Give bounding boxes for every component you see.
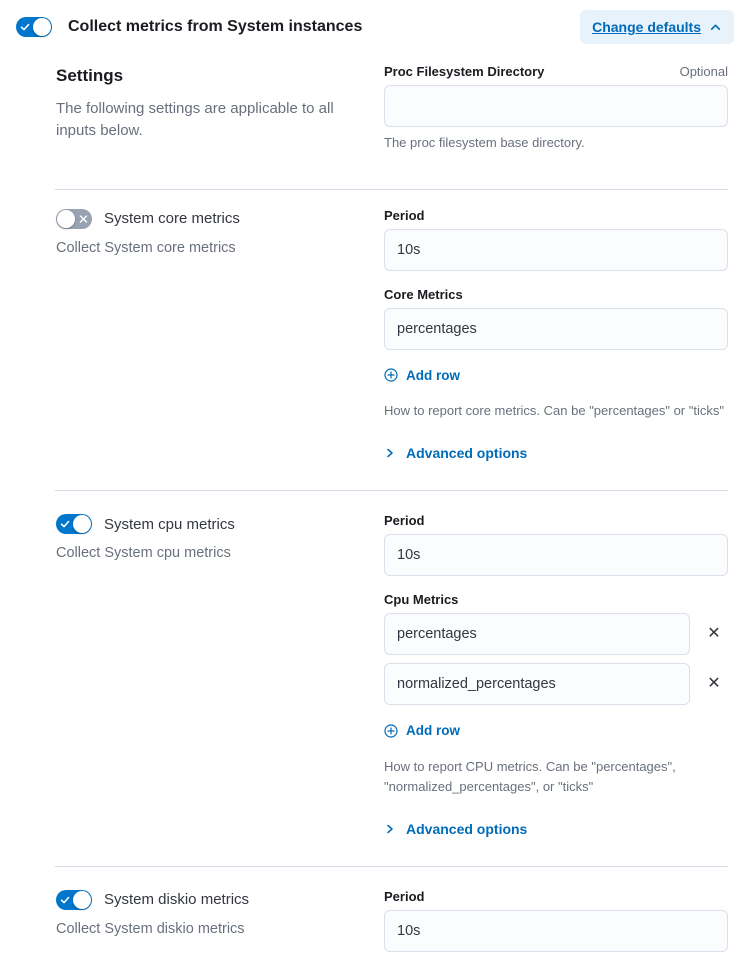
proc-filesystem-input[interactable] xyxy=(384,85,728,127)
diskio-metrics-toggle[interactable] xyxy=(56,890,92,910)
check-icon xyxy=(20,22,30,32)
page-title: Collect metrics from System instances xyxy=(68,18,363,35)
cpu-metrics-section xyxy=(0,513,749,840)
settings-heading: Settings xyxy=(56,66,124,85)
period-label: Period xyxy=(384,207,425,223)
optional-badge: Optional xyxy=(679,64,728,79)
section-divider xyxy=(55,490,728,491)
check-icon xyxy=(60,895,70,905)
period-label: Period xyxy=(384,513,425,529)
change-defaults-button[interactable] xyxy=(580,10,734,44)
diskio-period-input[interactable] xyxy=(384,910,728,952)
cpu-metrics-label: Cpu Metrics xyxy=(384,592,459,608)
add-row-label: Add row xyxy=(406,723,460,739)
header xyxy=(0,0,749,44)
advanced-options-button[interactable] xyxy=(384,821,527,837)
add-row-button[interactable] xyxy=(384,723,460,738)
chevron-right-icon xyxy=(384,447,396,459)
proc-filesystem-help: The proc filesystem base directory. xyxy=(384,135,585,150)
collect-metrics-toggle[interactable] xyxy=(16,17,52,37)
close-icon: ✕ xyxy=(707,675,721,693)
section-divider xyxy=(55,189,728,190)
diskio-metrics-title: System diskio metrics xyxy=(104,891,250,909)
plus-circle-icon xyxy=(384,724,398,738)
cpu-metrics-title: System cpu metrics xyxy=(104,515,235,533)
close-icon: ✕ xyxy=(707,625,721,643)
cpu-metrics-help: How to report CPU metrics. Can be "percentages", "normalized_percentages", or "ticks" xyxy=(384,758,676,794)
proc-filesystem-field xyxy=(384,64,728,153)
cpu-metrics-field xyxy=(384,592,728,840)
cross-icon xyxy=(79,214,88,223)
switch-knob xyxy=(57,210,75,228)
core-metric-row-input[interactable] xyxy=(384,308,728,350)
core-period-input[interactable] xyxy=(384,229,728,271)
section-divider xyxy=(55,866,728,867)
core-metrics-label: Core Metrics xyxy=(384,286,463,302)
advanced-options-button[interactable] xyxy=(384,445,527,461)
diskio-period-field xyxy=(384,889,728,952)
remove-row-button[interactable] xyxy=(700,670,728,698)
diskio-metrics-section xyxy=(0,889,749,968)
chevron-up-icon xyxy=(709,21,722,34)
cpu-metrics-toggle[interactable] xyxy=(56,514,92,534)
switch-knob xyxy=(73,891,91,909)
cpu-metric-row-input[interactable] xyxy=(384,613,690,655)
change-defaults-label: Change defaults xyxy=(592,19,701,35)
settings-description: The following settings are applicable to all inputs below. xyxy=(56,100,334,139)
core-metrics-section xyxy=(0,208,749,465)
cpu-period-input[interactable] xyxy=(384,534,728,576)
proc-filesystem-label: Proc Filesystem Directory xyxy=(384,64,545,79)
advanced-options-label: Advanced options xyxy=(406,445,528,462)
plus-circle-icon xyxy=(384,368,398,382)
cpu-metric-row-input[interactable] xyxy=(384,663,690,705)
core-metrics-toggle[interactable] xyxy=(56,209,92,229)
check-icon xyxy=(60,519,70,529)
core-metrics-description: Collect System core metrics xyxy=(56,239,236,256)
core-period-field xyxy=(384,208,728,271)
cpu-period-field xyxy=(384,513,728,576)
add-row-button[interactable] xyxy=(384,368,460,383)
advanced-options-label: Advanced options xyxy=(406,820,528,837)
core-metrics-help: How to report core metrics. Can be "percentages" or "ticks" xyxy=(384,403,724,418)
period-label: Period xyxy=(384,888,425,904)
switch-knob xyxy=(33,18,51,36)
chevron-right-icon xyxy=(384,823,396,835)
diskio-metrics-description: Collect System diskio metrics xyxy=(56,920,245,937)
settings-section xyxy=(0,64,749,169)
remove-row-button[interactable] xyxy=(700,620,728,648)
switch-knob xyxy=(73,515,91,533)
core-metrics-title: System core metrics xyxy=(104,210,240,227)
cpu-metrics-description: Collect System cpu metrics xyxy=(56,545,231,562)
core-metrics-field xyxy=(384,287,728,465)
add-row-label: Add row xyxy=(406,367,460,383)
